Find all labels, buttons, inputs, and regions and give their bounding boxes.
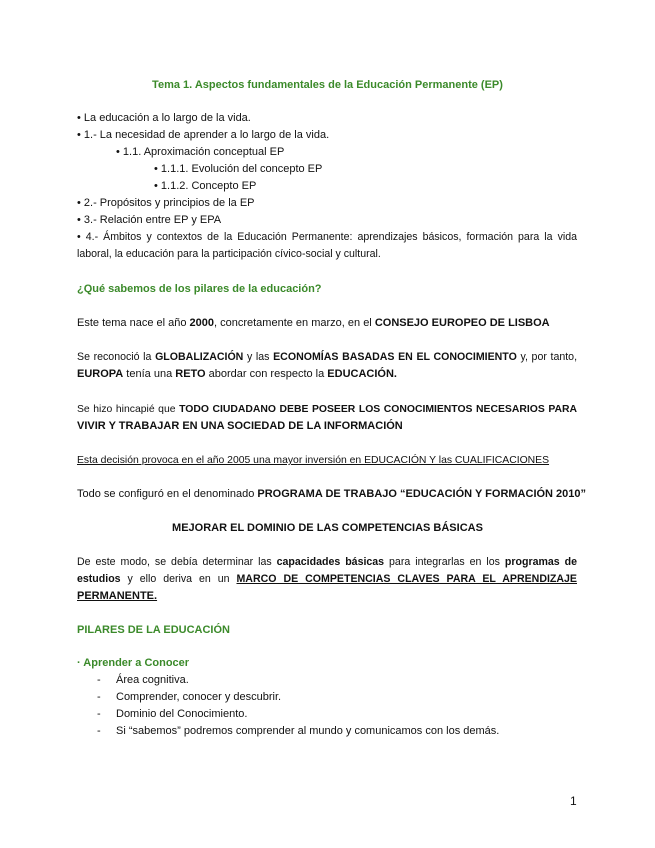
text-bold: PROGRAMA DE TRABAJO “EDUCACIÓN Y FORMACIÓN 2010” <box>257 488 587 500</box>
list-item-text: Si “sabemos” podremos comprender al mundo y comunicamos con los demás. <box>116 725 500 737</box>
text-bold: EDUCACIÓN. <box>327 368 397 380</box>
paragraph <box>77 486 587 503</box>
text-bold: estudios <box>77 573 121 585</box>
text-bold: capacidades básicas <box>276 556 385 568</box>
text: abordar con respecto la <box>205 368 328 380</box>
document-title: Tema 1. Aspectos fundamentales de la Educación Permanente (EP) <box>152 79 503 91</box>
dash-bullet: - <box>97 691 101 703</box>
text: y ello deriva en un <box>120 573 237 585</box>
index-item: • 4.- Ámbitos y contextos de la Educación Permanente: aprendizajes básicos, formación para la vida <box>77 231 577 243</box>
text: Todo se configuró en el denominado <box>77 488 258 500</box>
text: Se reconoció la <box>77 351 156 363</box>
dash-bullet: - <box>97 725 101 737</box>
list-item-text: Dominio del Conocimiento. <box>116 708 248 720</box>
text: y, por tanto, <box>516 351 578 363</box>
page-number: 1 <box>570 794 577 808</box>
index-item: • 1.1.2. Concepto EP <box>154 180 257 192</box>
section-heading: ¿Qué sabemos de los pilares de la educación? <box>77 283 322 295</box>
index-item: • 1.1. Aproximación conceptual EP <box>116 146 285 158</box>
text: Se hizo hincapié que <box>77 404 180 415</box>
paragraph-underlined: Esta decisión provoca en el año 2005 una mayor inversión en EDUCACIÓN Y las CUALIFICACIONES <box>77 455 550 466</box>
index-item: • 1.1.1. Evolución del concepto EP <box>154 163 323 175</box>
text-bold: programas de <box>504 556 577 568</box>
dash-bullet: - <box>97 674 101 686</box>
index-item: • 3.- Relación entre EP y EPA <box>77 214 222 226</box>
text-bold-underlined: PERMANENTE. <box>77 590 158 602</box>
paragraph <box>77 315 577 332</box>
text-bold: 2000 <box>189 317 214 329</box>
subheading: · Aprender a Conocer <box>77 657 190 669</box>
text: y las <box>243 351 274 363</box>
text: para integrarlas en los <box>384 556 505 568</box>
list-item-text: Área cognitiva. <box>116 674 189 686</box>
paragraph <box>77 571 577 588</box>
list-item-text: Comprender, conocer y descubrir. <box>116 691 282 703</box>
text: , concretamente en marzo, en el <box>214 317 375 329</box>
centered-heading: MEJORAR EL DOMINIO DE LAS COMPETENCIAS BÁSICAS <box>172 522 483 534</box>
paragraph <box>77 588 577 605</box>
paragraph <box>77 418 577 435</box>
paragraph <box>77 554 577 571</box>
index-item: • 1.- La necesidad de aprender a lo largo de la vida. <box>77 129 330 141</box>
text-bold: RETO <box>175 368 206 380</box>
index-item: • 2.- Propósitos y principios de la EP <box>77 197 255 209</box>
text-bold: EUROPA <box>77 368 124 380</box>
text-bold: ECONOMÍAS BASADAS EN EL CONOCIMIENTO <box>273 351 517 363</box>
index-item: • La educación a lo largo de la vida. <box>77 112 251 124</box>
text-bold-underlined: MARCO DE COMPETENCIAS CLAVES PARA EL APRENDIZAJE <box>236 573 577 585</box>
text: tenía una <box>123 368 176 380</box>
paragraph <box>77 349 577 366</box>
index-item: laboral, la educación para la participación cívico-social y cultural. <box>77 248 381 260</box>
paragraph <box>77 401 577 418</box>
section-heading: PILARES DE LA EDUCACIÓN <box>77 624 230 636</box>
paragraph <box>77 366 577 383</box>
text: De este modo, se debía determinar las <box>77 556 277 568</box>
text-bold: VIVIR Y TRABAJAR EN UNA SOCIEDAD DE LA INFORMACIÓN <box>77 420 403 432</box>
text-bold: TODO CIUDADANO DEBE POSEER LOS CONOCIMIENTOS NECESARIOS PARA <box>179 404 577 415</box>
text-bold: CONSEJO EUROPEO DE LISBOA <box>374 317 550 329</box>
text-bold: GLOBALIZACIÓN <box>155 351 244 363</box>
dash-bullet: - <box>97 708 101 720</box>
text: Este tema nace el año <box>77 317 190 329</box>
